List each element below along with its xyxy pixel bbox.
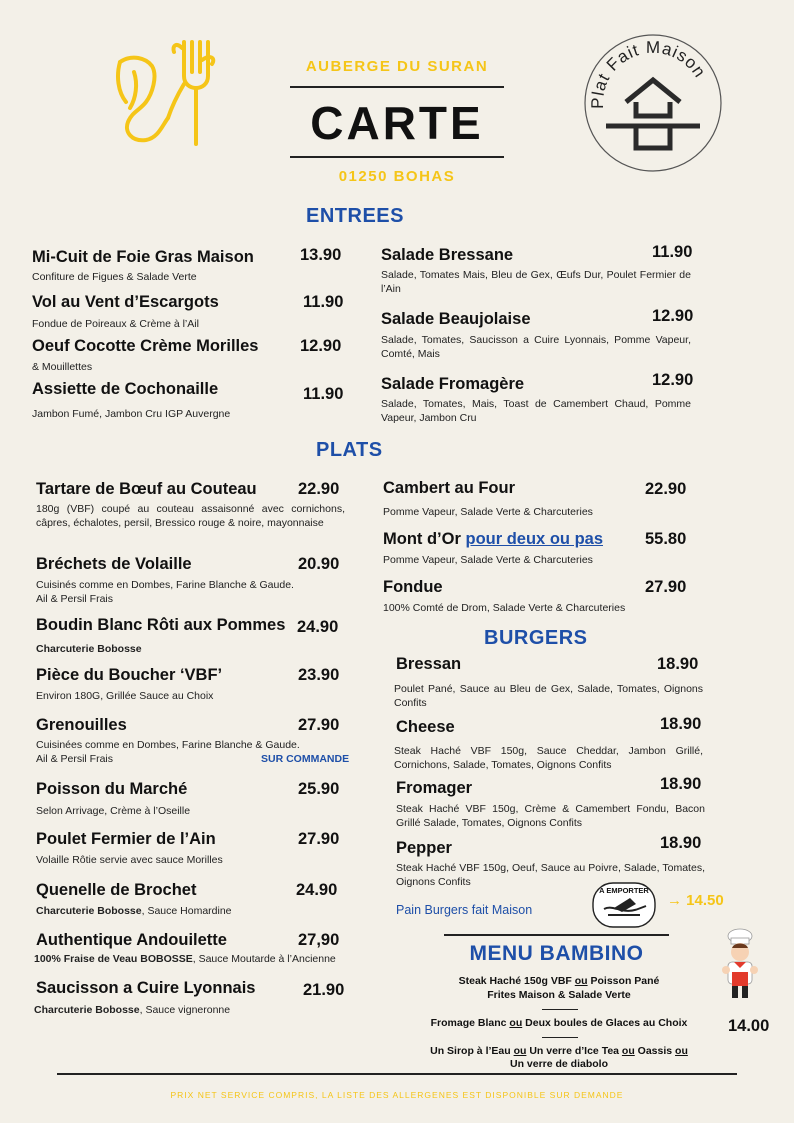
bambino-rule-top — [444, 934, 669, 936]
bambino-line-4: Un Sirop à l’Eau ou Un verre d’Ice Tea ou Oassis ou — [430, 1045, 688, 1057]
footer-rule — [57, 1073, 737, 1075]
plat-name: Authentique Andouilette — [36, 931, 227, 949]
takeaway-label: A EMPORTER — [599, 886, 649, 895]
entree-price: 11.90 — [652, 243, 693, 261]
bambino-separator — [542, 1009, 578, 1010]
page-title: CARTE — [310, 97, 484, 149]
entree-name: Oeuf Cocotte Crème Morilles — [32, 337, 259, 355]
plat-price: 20.90 — [298, 555, 340, 573]
plat-desc: Pomme Vapeur, Salade Verte & Charcuteries — [383, 506, 593, 518]
plat-price: 24.90 — [297, 618, 339, 636]
sur-commande-note: SUR COMMANDE — [261, 753, 350, 765]
plat-desc: Volaille Rôtie servie avec sauce Morilles — [36, 854, 223, 866]
entree-name: Vol au Vent d’Escargots — [32, 293, 219, 311]
entree-name: Salade Beaujolaise — [381, 310, 531, 328]
title-rule-bottom — [290, 156, 504, 158]
chef-illustration — [720, 928, 760, 1002]
plat-desc: 100% Comté de Drom, Salade Verte & Charcuteries — [383, 602, 626, 614]
plat-desc: Pomme Vapeur, Salade Verte & Charcuteries — [383, 554, 593, 566]
entree-name: Salade Bressane — [381, 246, 514, 264]
bambino-line-5: Un verre de diabolo — [509, 1058, 609, 1070]
plat-price: 27,90 — [298, 931, 340, 949]
plat-name: Cambert au Four — [383, 479, 516, 497]
entree-name: Salade Fromagère — [381, 375, 525, 393]
burger-price: 18.90 — [660, 834, 702, 852]
burger-price: 18.90 — [657, 655, 699, 673]
footer-note: PRIX NET SERVICE COMPRIS, LA LISTE DES ALLERGENES EST DISPONIBLE SUR DEMANDE — [170, 1090, 624, 1100]
burger-name: Fromager — [396, 779, 473, 797]
burger-price: 18.90 — [660, 715, 702, 733]
bambino-separator — [542, 1037, 578, 1038]
plat-name: Quenelle de Brochet — [36, 881, 197, 899]
burgers-title: BURGERS — [484, 627, 588, 649]
entrees-title: ENTREES — [306, 205, 404, 227]
entree-price: 12.90 — [300, 337, 342, 355]
burger-desc: Steak Haché VBF 150g, Sauce Cheddar, Jambon Grillé, Cornichons, Salade, Tomates, Oignons Confits — [394, 745, 703, 771]
plat-price: 25.90 — [298, 780, 340, 798]
plat-price: 55.80 — [645, 530, 687, 548]
plat-price: 27.90 — [298, 830, 340, 848]
plat-name: Pièce du Boucher ‘VBF’ — [36, 666, 223, 684]
plat-name: Poisson du Marché — [36, 780, 188, 798]
plat-name: Mont d’Or pour deux ou pas — [383, 530, 603, 548]
plat-desc: Charcuterie Bobosse, Sauce vigneronne — [34, 1004, 231, 1016]
plat-price: 24.90 — [296, 881, 338, 899]
entree-desc: Jambon Fumé, Jambon Cru IGP Auvergne — [32, 408, 231, 420]
plat-price: 22.90 — [298, 480, 340, 498]
entree-desc: & Mouillettes — [32, 361, 93, 373]
entree-desc: Fondue de Poireaux & Crème à l’Ail — [32, 318, 199, 330]
plat-price: 27.90 — [645, 578, 687, 596]
entree-desc: Confiture de Figues & Salade Verte — [32, 271, 197, 283]
plat-name: Poulet Fermier de l’Ain — [36, 830, 216, 848]
plat-desc: Charcuterie Bobosse, Sauce Homardine — [36, 905, 232, 917]
burger-price: 18.90 — [660, 775, 702, 793]
mont-dor-link[interactable]: pour deux ou pas — [465, 530, 603, 548]
plat-name: Tartare de Bœuf au Couteau — [36, 480, 257, 498]
takeaway-badge — [592, 882, 656, 928]
plat-price: 21.90 — [303, 981, 345, 999]
title-rule-top — [290, 86, 504, 88]
plat-desc: 100% Fraise de Veau BOBOSSE, Sauce Moutarde à l’Ancienne — [34, 953, 336, 965]
plat-price: 27.90 — [298, 716, 340, 734]
plat-name: Saucisson a Cuire Lyonnais — [36, 979, 256, 997]
bambino-title: MENU BAMBINO — [469, 942, 644, 965]
bambino-price: 14.00 — [728, 1017, 770, 1035]
plats-title: PLATS — [316, 439, 383, 461]
entree-price: 13.90 — [300, 246, 342, 264]
entree-name: Assiette de Cochonaille — [32, 380, 219, 398]
plat-desc: Charcuterie Bobosse — [36, 643, 142, 655]
plat-price: 22.90 — [645, 480, 687, 498]
entree-name: Mi-Cuit de Foie Gras Maison — [32, 248, 254, 266]
plat-desc: Environ 180G, Grillée Sauce au Choix — [36, 690, 214, 702]
plat-fait-maison-badge — [582, 32, 724, 174]
bambino-line-1: Steak Haché 150g VBF ou Poisson Pané — [458, 975, 660, 987]
burger-name: Pepper — [396, 839, 452, 857]
burger-bread-note: Pain Burgers fait Maison — [396, 903, 533, 917]
restaurant-name: AUBERGE DU SURAN — [305, 58, 489, 75]
entree-price: 12.90 — [652, 371, 694, 389]
svg-text:Plat Fait Maison: Plat Fait Maison — [587, 37, 710, 109]
restaurant-location: 01250 BOHAS — [338, 168, 456, 185]
entree-price: 12.90 — [652, 307, 694, 325]
takeaway-price: → 14.50 — [667, 892, 724, 909]
plat-desc: 180g (VBF) coupé au couteau assaisonné avec cornichons, câpres, échalotes, persil, Bressico rouge & noire, mayonnaise — [36, 503, 345, 529]
plat-name: Bréchets de Volaille — [36, 555, 192, 573]
plat-price: 23.90 — [298, 666, 340, 684]
plat-name: Grenouilles — [36, 716, 127, 734]
burger-desc: Poulet Pané, Sauce au Bleu de Gex, Salade, Tomates, Oignons Confits — [394, 683, 703, 709]
entree-desc: Salade, Tomates, Mais, Toast de Camembert Chaud, Pomme Vapeur, Jambon Cru — [381, 398, 691, 424]
burger-desc: Steak Haché VBF 150g, Oeuf, Sauce au Poivre, Salade, Tomates, Oignons Confits — [396, 862, 705, 888]
rooster-logo — [112, 32, 222, 150]
burger-name: Cheese — [396, 718, 455, 736]
plat-name: Fondue — [383, 578, 443, 596]
burger-desc: Steak Haché VBF 150g, Crème & Camembert Fondu, Bacon Grillé Salade, Tomates, Oignons Confits — [396, 803, 705, 829]
plat-desc: Cuisinées comme en Dombes, Farine Blanche & Gaude. Ail & Persil Frais — [36, 739, 300, 765]
entree-desc: Salade, Tomates Mais, Bleu de Gex, Œufs Dur, Poulet Fermier de l’Ain — [381, 269, 691, 295]
entree-desc: Salade, Tomates, Saucisson a Cuire Lyonnais, Pomme Vapeur, Comté, Mais — [381, 334, 691, 360]
bambino-line-2: Frites Maison & Salade Verte — [487, 989, 631, 1001]
plat-name: Boudin Blanc Rôti aux Pommes — [36, 616, 286, 634]
entree-price: 11.90 — [303, 385, 344, 403]
burger-name: Bressan — [396, 655, 462, 673]
plat-desc: Cuisinés comme en Dombes, Farine Blanche & Gaude. Ail & Persil Frais — [36, 579, 294, 605]
plat-desc: Selon Arrivage, Crème à l’Oseille — [36, 805, 191, 817]
entree-price: 11.90 — [303, 293, 344, 311]
bambino-line-3: Fromage Blanc ou Deux boules de Glaces au Choix — [430, 1017, 688, 1029]
